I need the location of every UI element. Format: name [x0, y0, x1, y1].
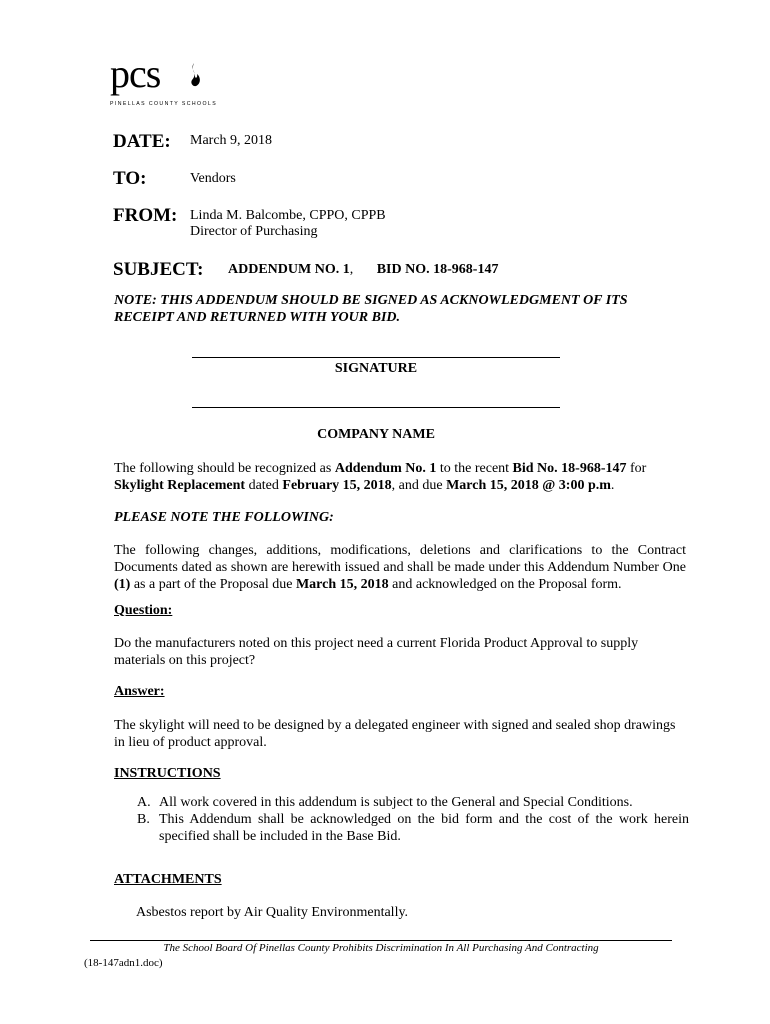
subject-addendum: ADDENDUM NO. 1: [228, 262, 350, 277]
intro-due: March 15, 2018 @ 3:00 p.m: [446, 478, 611, 493]
intro-bid: Bid No. 18-968-147: [512, 461, 627, 476]
from-title: Director of Purchasing: [190, 224, 318, 239]
logo-wordmark: pcs: [110, 51, 161, 96]
intro-text-4: dated: [245, 478, 283, 493]
intro-text-2: to the recent: [436, 461, 513, 476]
company-name-label: COMPANY NAME: [317, 427, 435, 442]
list-item-text: This Addendum shall be acknowledged on the bid form and the cost of the work herein specified shall be included in the Base Bid.: [159, 812, 689, 844]
flame-icon: [186, 62, 202, 88]
intro-text-1: The following should be recognized as: [114, 461, 335, 476]
list-item: [137, 811, 689, 845]
logo-tagline: PINELLAS COUNTY SCHOOLS: [110, 101, 218, 107]
intro-text-3: for: [626, 461, 647, 476]
to-label: TO:: [113, 168, 147, 189]
changes-text-3: and acknowledged on the Proposal form.: [388, 577, 622, 592]
question-heading: Question:: [114, 603, 173, 618]
footer-filename: (18-147adn1.doc): [84, 957, 163, 969]
instructions-heading: INSTRUCTIONS: [114, 766, 221, 781]
date-value: March 9, 2018: [190, 133, 273, 148]
from-label: FROM:: [113, 205, 178, 226]
list-marker: A.: [137, 795, 151, 810]
from-name: Linda M. Balcombe, CPPO, CPPB: [190, 208, 386, 223]
question-text: Do the manufacturers noted on this project need a current Florida Product Approval to supply materials on this project?: [114, 636, 639, 668]
attachments-text: Asbestos report by Air Quality Environmentally.: [136, 905, 409, 920]
list-marker: B.: [137, 812, 150, 827]
intro-text-6: .: [610, 478, 615, 493]
signature-label: SIGNATURE: [334, 361, 418, 376]
changes-text-1: The following changes, additions, modifications, deletions and clarifications to the Contract Documents dated as shown are herewith issued and shall be made under this Addendum Number One: [114, 543, 686, 575]
intro-dated: February 15, 2018: [282, 478, 392, 493]
changes-paragraph: [114, 542, 686, 593]
footer-divider: [90, 940, 672, 941]
subject-comma: ,: [349, 262, 354, 277]
instructions-list: [137, 794, 689, 845]
attachments-heading: ATTACHMENTS: [114, 872, 222, 887]
subject-line: [228, 262, 498, 278]
list-item: [137, 794, 689, 811]
changes-number: (1): [114, 577, 131, 592]
list-item-text: All work covered in this addendum is subject to the General and Special Conditions.: [159, 795, 633, 810]
changes-due: March 15, 2018: [295, 577, 389, 592]
subject-bid: BID NO. 18-968-147: [376, 262, 499, 277]
subject-label: SUBJECT:: [113, 259, 204, 280]
intro-addendum: Addendum No. 1: [334, 461, 437, 476]
date-label: DATE:: [113, 131, 171, 152]
pcs-logo: [110, 51, 218, 110]
acknowledgment-note: NOTE: THIS ADDENDUM SHOULD BE SIGNED AS ACKNOWLEDGMENT OF ITS RECEIPT AND RETURNED WITH YOUR BID.: [114, 293, 628, 325]
answer-text: The skylight will need to be designed by a delegated engineer with signed and sealed shop drawings in lieu of product approval.: [114, 718, 676, 750]
to-value: Vendors: [190, 171, 236, 186]
intro-paragraph: [114, 460, 686, 494]
answer-heading: Answer:: [114, 684, 165, 699]
changes-text-2: as a part of the Proposal due: [130, 577, 296, 592]
signature-line: [192, 357, 560, 358]
please-note-heading: PLEASE NOTE THE FOLLOWING:: [114, 510, 334, 525]
intro-text-5: , and due: [391, 478, 447, 493]
company-name-line: [192, 407, 560, 408]
intro-project: Skylight Replacement: [114, 478, 246, 493]
footer-statement: The School Board Of Pinellas County Prohibits Discrimination In All Purchasing And Contracting: [163, 942, 599, 954]
